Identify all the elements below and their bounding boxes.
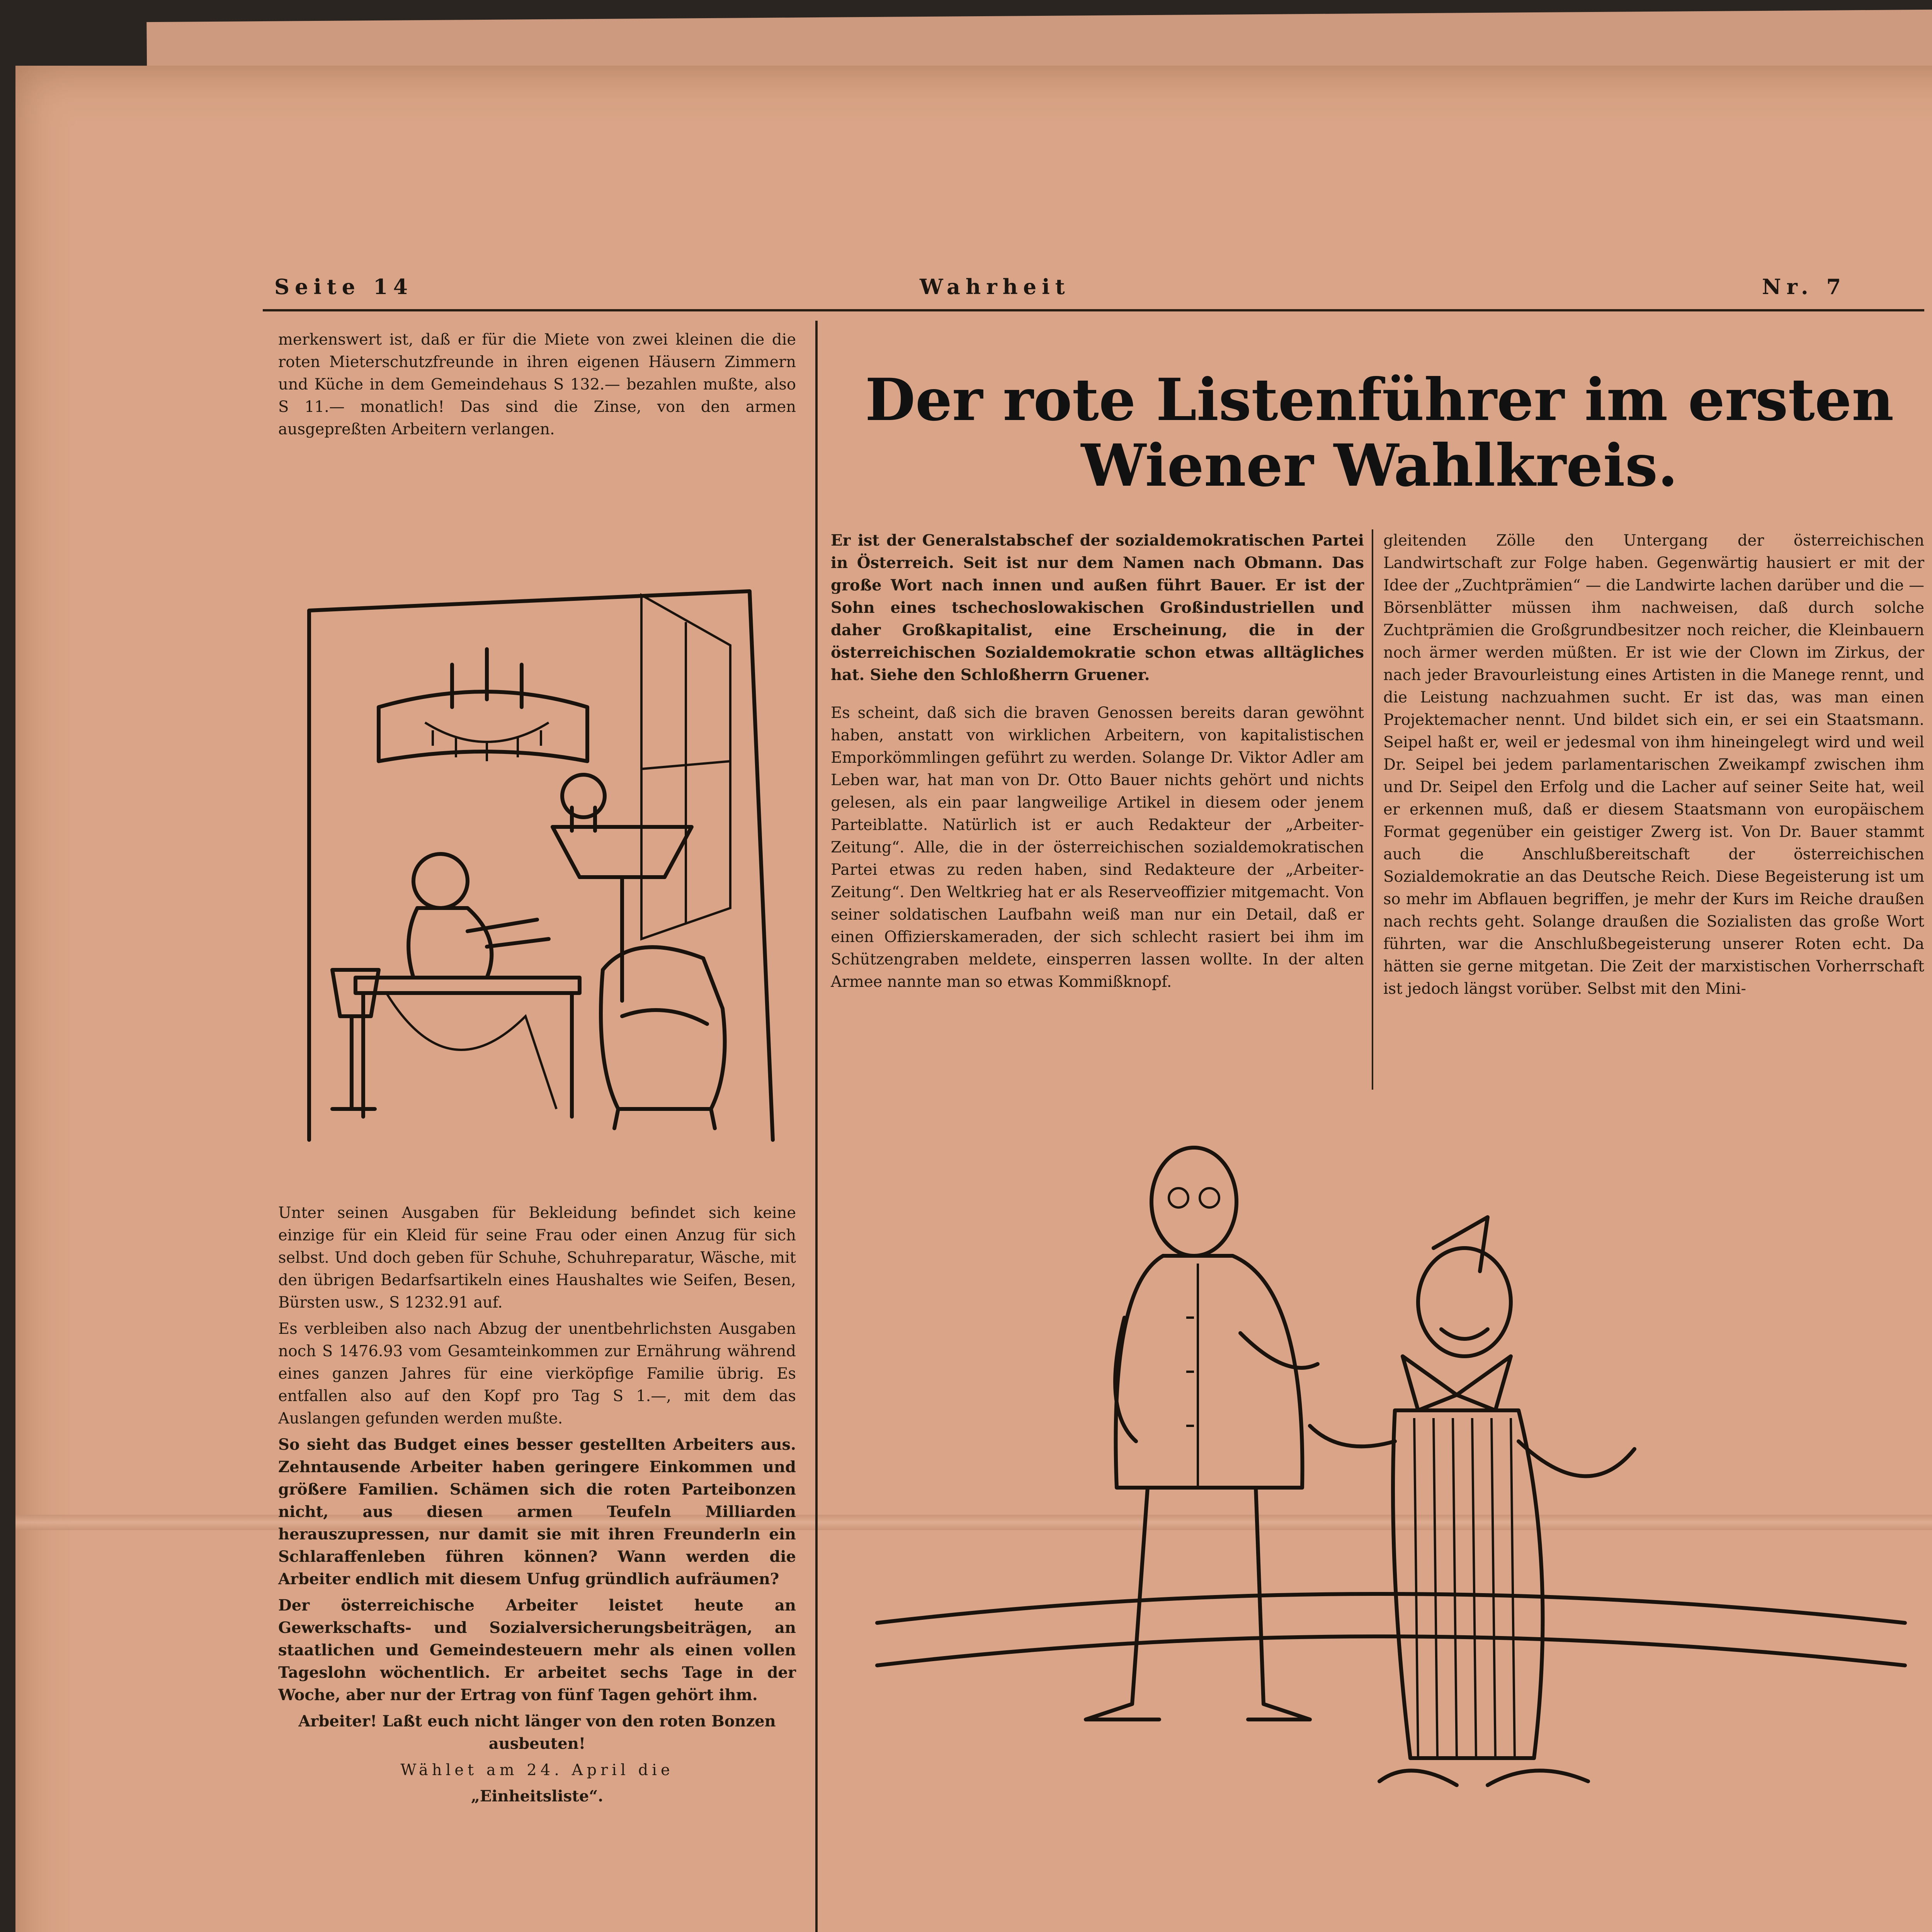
left-text-block: [278, 1202, 796, 1811]
left-intro-text: merkenswert ist, daß er für die Miete von zwei kleinen die die roten Mieterschutzfreunde in ihren eigenen Häusern Zimmern und Küche in dem Gemeindehaus S 132.— bezahlen mußte, also S 11.— monatlich! Das sind die Zinse, von den armen ausgepreßten Arbeitern verlangen.: [278, 331, 796, 438]
bauer-clown-cartoon: [831, 1101, 1928, 1932]
article-paragraph: Es scheint, daß sich die braven Genossen bereits daran gewöhnt haben, anstatt von wirklichen Arbeitern, von kapitalistischen Emporkömmlingen geführt zu werden. Solange Dr. Viktor Adler am Leben war, hat man von Dr. Otto Bauer nichts gehört und nichts gelesen, als ein paar langweilige Artikel in diesem oder jenem Parteiblatte. Natürlich ist er auch Redakteur der „Arbeiter-Zeitung“. Alle, die in der österreichischen sozialdemokratischen Partei etwas zu reden haben, sind Redakteure der „Arbeiter-Zeitung“. Den Weltkrieg hat er als Reserveoffizier mitgemacht. Von seiner soldatischen Laufbahn weiß man nur ein Detail, daß er einen Offizierskameraden, der sich schlecht rasiert bei ihm im Schützengraben meldete, einsperren lassen wollte. In der alten Armee nannte man so etwas Kommißknopf.: [831, 704, 1364, 991]
left-paragraph: Der österreichische Arbeiter leistet heute an Gewerkschafts- und Sozialversicherungsbeiträgen, an staatlichen und Gemeindesteuern mehr als einen vollen Tageslohn wöchentlich. Er arbeitet sechs Tage in der Woche, aber nur der Ertrag von fünf Tagen gehört ihm.: [278, 1596, 796, 1704]
issue-number: Nr. 7: [1762, 274, 1847, 299]
article-intro: Er ist der Generalstabschef der sozialdemokratischen Partei in Österreich. Seit ist nur dem Namen nach Obmann. Das große Wort nach innen und außen führt Bauer. Er ist der Sohn eines tschechoslowakischen Großindustriellen und daher Großkapitalist, eine Erscheinung, die in der österreichischen Sozialdemokratie schon etwas alltägliches hat. Siehe den Schloßherrn Gruener.: [831, 531, 1364, 684]
left-vote-line: Wählet am 24. April die: [400, 1761, 674, 1779]
left-paragraph: Es verbleiben also nach Abzug der unentbehrlichsten Ausgaben noch S 1476.93 vom Gesamteinkommen zur Ernährung während eines ganzen Jahres für eine vierköpfige Familie übrig. Es entfallen also auf den Kopf pro Tag S 1.—, mit dem das Auslangen gefunden werden mußte.: [278, 1320, 796, 1427]
masthead: Wahrheit: [920, 274, 1070, 299]
article-col-1: [831, 529, 1364, 997]
article-col-2: gleitenden Zölle den Untergang der österreichischen Landwirtschaft zur Folge haben. Gegenwärtig hausiert er mit der Idee der „Zuchtprämien“ — die Landwirte lachen darüber und die — Börsenblätter müssen ihm nachweisen, daß durch solche Zuchtprämien die Großgrundbesitzer noch reicher, die Kleinbauern noch ärmer werden müßten. Er ist wie der Clown im Zirkus, der nach jeder Bravourleistung eines Artisten in die Manege rennt, und die Leistung nachzuahmen sucht. Er ist das, was man einen Projektemacher nennt. Und bildet sich ein, er sei ein Staatsmann. Seipel haßt er, weil er jedesmal von ihm hineingelegt wird und weil Dr. Seipel bei jedem parlamentarischen Zweikampf zwischen ihm und Dr. Seipel den Erfolg und die Lacher auf seiner Seite hat, weil er erkennen muß, daß er diesem Staatsmann von europäischem Format gegenüber ein geistiger Zwerg ist. Von Dr. Bauer stammt auch die Anschlußbereitschaft der österreichischen Sozialdemokratie an das Deutsche Reich. Diese Begeisterung ist um so mehr im Abflauen begriffen, je mehr der Kurs im Reiche draußen nach rechts geht. Solange draußen die Sozialisten das große Wort führten, war die Anschlußbegeisterung unserer Roten echt. Da hätten sie gerne mitgetan. Die Zeit der marxistischen Vorherrschaft ist jedoch längst vorüber. Selbst mit den Mini-: [1383, 532, 1924, 998]
left-paragraph: So sieht das Budget eines besser gestellten Arbeiters aus. Zehntausende Arbeiter haben geringere Einkommen und größere Familien. Schämen sich die roten Parteibonzen nicht, aus diesen armen Teufeln Milliarden herauszupressen, nur damit sie mit ihren Freunderln ein Schlaraffenleben führen können? Wann werden die Arbeiter endlich mit diesem Unfug gründlich aufräumen?: [278, 1435, 796, 1588]
left-vote-list: „Einheitsliste“.: [471, 1787, 604, 1805]
living-room-illustration: [286, 560, 788, 1179]
header-rule: [263, 309, 1924, 311]
column-rule: [815, 321, 818, 1932]
left-appeal: Arbeiter! Laßt euch nicht länger von den roten Bonzen ausbeuten!: [298, 1712, 776, 1753]
article-headline: [831, 367, 1928, 498]
headline-line-2: Wiener Wahlkreis.: [1081, 432, 1678, 500]
article-column-rule: [1372, 529, 1373, 1090]
headline-line-1: Der rote Listenführer im ersten: [865, 366, 1894, 434]
newspaper-page: [15, 66, 1932, 1932]
left-paragraph: Unter seinen Ausgaben für Bekleidung befindet sich keine einzige für ein Kleid für seine Frau oder einen Anzug für sich selbst. Und doch geben für Schuhe, Schuhreparatur, Wäsche, mit den übrigen Bedarfsartikeln eines Haushaltes wie Seifen, Besen, Bürsten usw., S 1232.91 auf.: [278, 1204, 796, 1311]
page-number: Seite 14: [274, 274, 413, 299]
